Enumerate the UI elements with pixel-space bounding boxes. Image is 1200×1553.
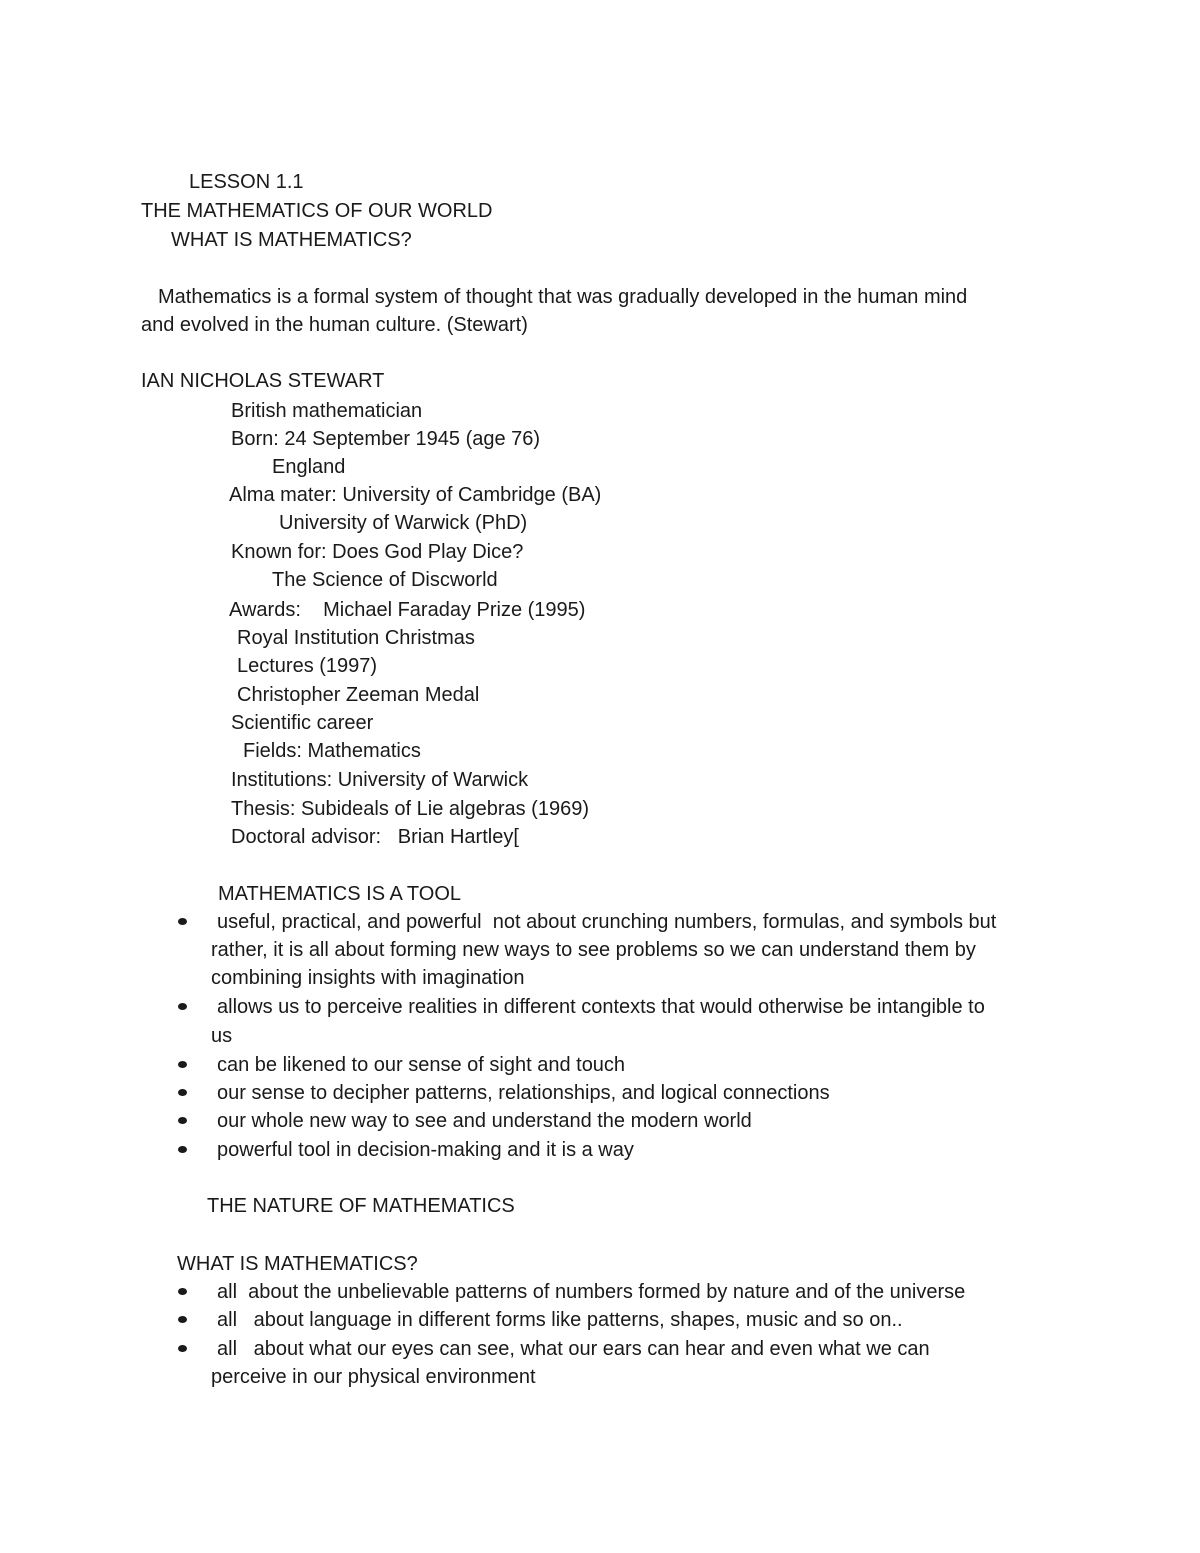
section-heading: THE NATURE OF MATHEMATICS (207, 1195, 515, 1217)
bullet-icon (178, 1089, 187, 1096)
section-subheading: WHAT IS MATHEMATICS? (177, 1253, 418, 1275)
bio-line: British mathematician (231, 400, 423, 422)
list-item-continuation: rather, it is all about forming new ways to see problems so we can understand them by (211, 939, 976, 961)
page-subtitle: WHAT IS MATHEMATICS? (171, 229, 412, 251)
bio-line: Thesis: Subideals of Lie algebras (1969) (231, 798, 589, 820)
bullet-icon (178, 1146, 187, 1153)
bio-line: Scientific career (231, 712, 374, 734)
list-item-continuation: us (211, 1025, 233, 1047)
list-item: our whole new way to see and understand the modern world (217, 1110, 752, 1132)
list-item: all about language in different forms like patterns, shapes, music and so on.. (217, 1309, 903, 1331)
bio-line: Alma mater: University of Cambridge (BA) (229, 484, 602, 506)
lesson-label: LESSON 1.1 (189, 171, 304, 193)
definition-line: Mathematics is a formal system of thought that was gradually developed in the human mind (158, 286, 968, 308)
list-item: allows us to perceive realities in different contexts that would otherwise be intangible to (217, 996, 985, 1018)
definition-line: and evolved in the human culture. (Stewart) (141, 314, 528, 336)
bio-line: Institutions: University of Warwick (231, 769, 529, 791)
bullet-icon (178, 1117, 187, 1124)
page-title: THE MATHEMATICS OF OUR WORLD (141, 200, 493, 222)
bullet-icon (178, 1003, 187, 1010)
bullet-icon (178, 1345, 187, 1352)
bio-line: Fields: Mathematics (243, 740, 421, 762)
bio-line: Awards: Michael Faraday Prize (1995) (229, 599, 586, 621)
list-item: can be likened to our sense of sight and touch (217, 1054, 626, 1076)
list-item: powerful tool in decision-making and it is a way (217, 1139, 634, 1161)
bio-line: Royal Institution Christmas (237, 627, 475, 649)
bio-line: Born: 24 September 1945 (age 76) (231, 428, 541, 450)
bio-line: The Science of Discworld (272, 569, 498, 591)
bio-line: Doctoral advisor: Brian Hartley[ (231, 826, 519, 848)
bio-line: Known for: Does God Play Dice? (231, 541, 524, 563)
list-item: useful, practical, and powerful not about crunching numbers, formulas, and symbols but (217, 911, 997, 933)
list-item: all about what our eyes can see, what our ears can hear and even what we can (217, 1338, 930, 1360)
section-heading: MATHEMATICS IS A TOOL (218, 883, 462, 905)
bio-line: England (272, 456, 346, 478)
bullet-icon (178, 1288, 187, 1295)
bullet-icon (178, 1316, 187, 1323)
bio-line: Christopher Zeeman Medal (237, 684, 480, 706)
bullet-icon (178, 918, 187, 925)
bio-name: IAN NICHOLAS STEWART (141, 370, 385, 392)
list-item-continuation: combining insights with imagination (211, 967, 525, 989)
bio-line: Lectures (1997) (237, 655, 378, 677)
bio-line: University of Warwick (PhD) (279, 512, 528, 534)
list-item-continuation: perceive in our physical environment (211, 1366, 536, 1388)
list-item: our sense to decipher patterns, relationships, and logical connections (217, 1082, 830, 1104)
list-item: all about the unbelievable patterns of numbers formed by nature and of the universe (217, 1281, 966, 1303)
bullet-icon (178, 1061, 187, 1068)
